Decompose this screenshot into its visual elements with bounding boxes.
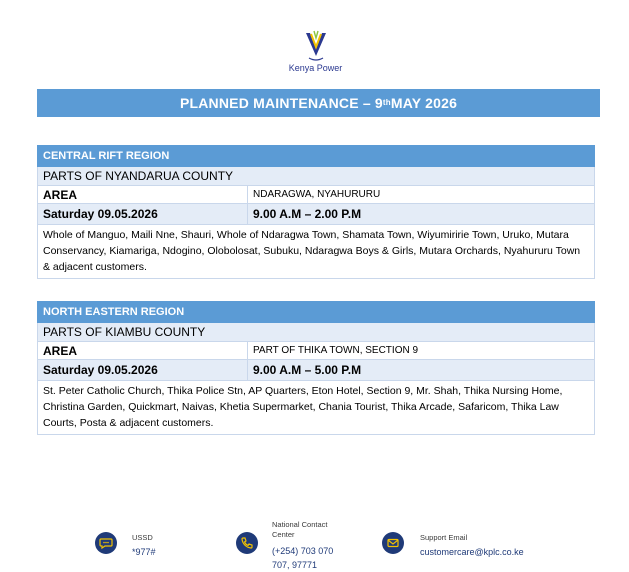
page-title xyxy=(37,89,600,117)
logo-text: Kenya Power xyxy=(288,63,343,73)
phone-icon xyxy=(236,532,258,554)
time-label: 9.00 A.M – 2.00 P.M xyxy=(248,204,595,225)
contact-label-line1: National Contact xyxy=(272,520,328,529)
email-label: Support Email xyxy=(420,533,468,542)
area-value: NDARAGWA, NYAHURURU xyxy=(248,186,595,204)
chat-icon xyxy=(95,532,117,554)
email-value[interactable]: customercare@kplc.co.ke xyxy=(420,547,524,557)
region-label: CENTRAL RIFT REGION xyxy=(38,146,248,167)
county-label: PARTS OF KIAMBU COUNTY xyxy=(38,323,595,342)
area-label: AREA xyxy=(38,342,248,360)
contact-value-line1: (+254) 703 070 xyxy=(272,546,334,556)
date-label: Saturday 09.05.2026 xyxy=(38,360,248,381)
area-value: PART OF THIKA TOWN, SECTION 9 xyxy=(248,342,595,360)
notice-table-1 xyxy=(37,145,595,279)
contact-value xyxy=(272,544,333,572)
time-label: 9.00 A.M – 5.00 P.M xyxy=(248,360,595,381)
notice-table-2 xyxy=(37,301,595,435)
description: Whole of Manguo, Maili Nne, Shauri, Whole of Ndaragwa Town, Shamata Town, Wiyumiririe Town, Uruko, Mutara Conservancy, Kiamariga, Ndogino, Olobolosat, Subuku, Ndaragwa Boys & Girls, Mutara Orchards, Nyahururu Town & adjacent customers. xyxy=(38,225,595,279)
header-spacer xyxy=(248,146,595,167)
ussd-value: *977# xyxy=(132,547,156,557)
header-spacer xyxy=(248,302,595,323)
county-label: PARTS OF NYANDARUA COUNTY xyxy=(38,167,595,186)
ussd-label: USSD xyxy=(132,533,153,542)
title-prefix: PLANNED MAINTENANCE – 9 xyxy=(179,95,383,111)
date-label: Saturday 09.05.2026 xyxy=(38,204,248,225)
footer xyxy=(0,520,629,572)
email-icon xyxy=(382,532,404,554)
kenya-power-logo xyxy=(278,30,353,73)
region-label: NORTH EASTERN REGION xyxy=(38,302,248,323)
contact-value-line2: 707, 97771 xyxy=(272,560,318,570)
kenya-power-logo-icon xyxy=(301,30,331,62)
title-sup: th xyxy=(382,97,391,107)
description: St. Peter Catholic Church, Thika Police Stn, AP Quarters, Eton Hotel, Section 9, Mr. Shah, Thika Nursing Home, Christina Garden, Quickmart, Naivas, Khetia Supermarket, Chania Tourist, Thika Arcade, Safaricom, Thika Law Courts, Posta & adjacent customers. xyxy=(38,381,595,435)
contact-label-line2: Center xyxy=(272,530,295,539)
title-suffix: MAY 2026 xyxy=(390,95,458,111)
contact-label xyxy=(272,520,327,540)
area-label: AREA xyxy=(38,186,248,204)
